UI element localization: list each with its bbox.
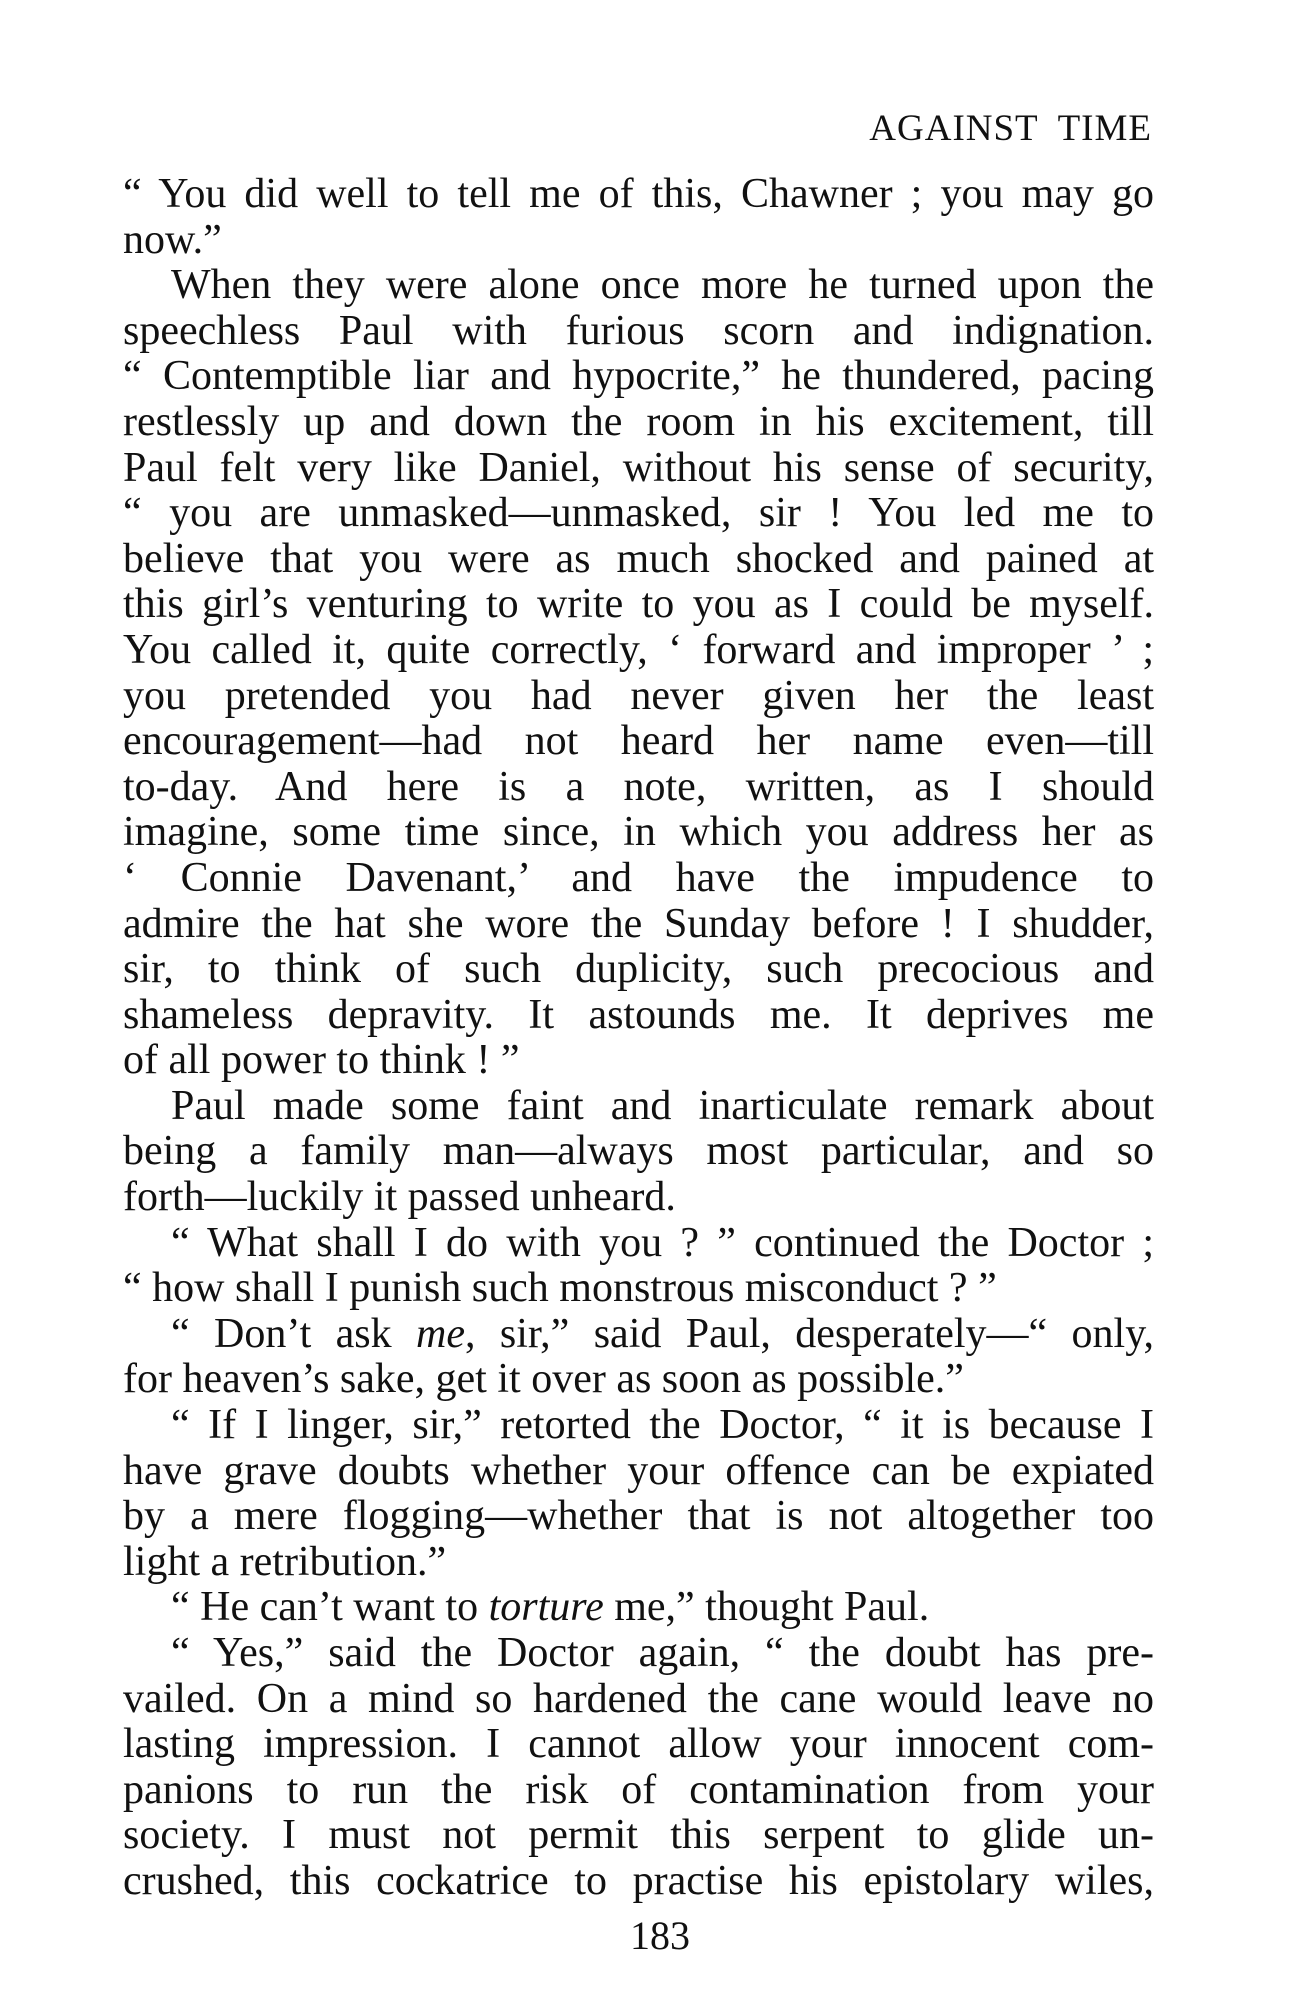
text-segment: “ Don’t ask — [171, 1310, 416, 1357]
text-line: When they were alone once more he turned upon the — [171, 262, 1154, 309]
text-line: “ Yes,” said the Doctor again, “ the doubt has pre- — [171, 1630, 1154, 1676]
text-line: shameless depravity. It astounds me. It deprives me — [123, 991, 1154, 1038]
text-line: sir, to think of such duplicity, such precocious and — [123, 946, 1154, 993]
text-segment: , sir,” said Paul, desperately—“ only, — [464, 1310, 1154, 1357]
text-line — [123, 1312, 1154, 1358]
text-line: “ you are unmasked—unmasked, sir ! You led me to — [123, 490, 1154, 537]
text-line: Paul made some faint and inarticulate remark about — [171, 1082, 1154, 1129]
text-line: You called it, quite correctly, ‘ forward and improper ’ ; — [123, 626, 1154, 673]
text-line: ‘ Connie Davenant,’ and have the impudence to — [123, 854, 1154, 901]
text-line: “ If I linger, sir,” retorted the Doctor, “ it is because I — [171, 1402, 1154, 1449]
text-line: now.” — [123, 216, 222, 263]
text-line: to-day. And here is a note, written, as I should — [123, 763, 1154, 810]
text-line: society. I must not permit this serpent to glide un- — [123, 1812, 1154, 1859]
text-line: by a mere flogging—whether that is not altogether too — [123, 1493, 1154, 1540]
text-segment: “ He can’t want to — [171, 1584, 489, 1631]
text-line: light a retribution.” — [123, 1538, 447, 1585]
text-line: lasting impression. I cannot allow your innocent com- — [123, 1721, 1154, 1768]
text-line: vailed. On a mind so hardened the cane would leave no — [123, 1675, 1154, 1722]
text-line — [123, 1585, 1154, 1631]
text-line: admire the hat she wore the Sunday before ! I shudder, — [123, 900, 1154, 947]
text-line: crushed, this cockatrice to practise his epistolary wiles, — [123, 1857, 1154, 1904]
text-line: “ Contemptible liar and hypocrite,” he thundered, pacing — [123, 353, 1154, 400]
text-line: of all power to think ! ” — [123, 1037, 520, 1084]
text-line: “ What shall I do with you ? ” continued the Doctor ; — [171, 1219, 1154, 1266]
text-line: Paul felt very like Daniel, without his sense of security, — [123, 444, 1154, 491]
text-line: believe that you were as much shocked and pained at — [123, 535, 1154, 582]
text-line: forth—luckily it passed unheard. — [123, 1174, 676, 1221]
italic-emphasis: me — [416, 1310, 465, 1357]
text-line: being a family man—always most particular, and so — [123, 1128, 1154, 1175]
text-line: imagine, some time since, in which you address her as — [123, 809, 1154, 856]
text-line: have grave doubts whether your offence can be expiated — [123, 1447, 1154, 1494]
text-line: you pretended you had never given her the least — [123, 672, 1154, 719]
text-segment: me,” thought Paul. — [603, 1584, 930, 1631]
page-number: 183 — [630, 1913, 690, 1958]
text-line: encouragement—had not heard her name even—till — [123, 718, 1154, 765]
italic-emphasis: torture — [488, 1584, 604, 1631]
text-line: for heaven’s sake, get it over as soon as possible.” — [123, 1356, 964, 1403]
body-text — [123, 172, 1154, 1905]
running-head: AGAINST TIME — [869, 108, 1152, 149]
text-line: speechless Paul with furious scorn and indignation. — [123, 307, 1154, 354]
text-line: restlessly up and down the room in his excitement, till — [123, 398, 1154, 445]
text-line: this girl’s venturing to write to you as I could be myself. — [123, 581, 1154, 628]
text-line: “ You did well to tell me of this, Chawner ; you may go — [123, 171, 1154, 217]
text-line: “ how shall I punish such monstrous misconduct ? ” — [123, 1265, 997, 1312]
text-line: panions to run the risk of contamination from your — [123, 1766, 1154, 1813]
